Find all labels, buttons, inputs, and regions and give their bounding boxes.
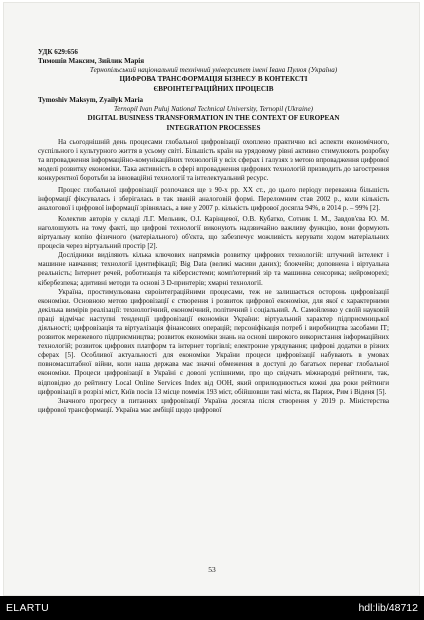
authors-ua: Тимошів Максим, Зийлик Марія bbox=[38, 57, 145, 66]
title-ua-line-2: ЄВРОІНТЕГРАЦІЙНИХ ПРОЦЕСІВ bbox=[153, 84, 274, 93]
footer-handle-link[interactable]: hdl:lib/48712 bbox=[358, 602, 418, 614]
title-en-line-1: DIGITAL BUSINESS TRANSFORMATION IN THE CONTEXT OF EUROPEAN bbox=[87, 114, 340, 123]
repository-footer-bar bbox=[0, 596, 424, 620]
affiliation-en: Ternopil Ivan Puluj National Technical University, Ternopil (Ukraine) bbox=[113, 105, 313, 114]
udc-code: УДК 629:656 bbox=[38, 48, 78, 56]
paragraph-1: На сьогоднішній день процесами глобальної цифровізації охоплено практично всі аспекти економічного, суспільного і культурного життя в усьому світі. Більшість країн на урядовому рівні активно стимулюють розробку та впровадження інформаційно-комунікаційних технологій у всіх сферах і галузях з метою впровадження цифрової моделі розвитку економіки. Така активність в сфері впровадження цифрових технологій призводить до загострення конкурентної боротьби за інноваційні технології та інтелектуальний ресурс. bbox=[38, 138, 389, 183]
paragraph-6: Значного прогресу в питаннях цифровізації Україна досягла після створення у 2019 р. Міністерства цифрової трансформації. Україна має амбіції щодо цифрової bbox=[38, 396, 389, 414]
affiliation-ua: Тернопільський національний технічний університет імені Івана Пулюя (Україна) bbox=[89, 66, 338, 75]
authors-en: Tymoshiv Maksym, Zyailyk Maria bbox=[38, 96, 144, 105]
paragraph-2: Процес глобальної цифровізації розпочався ще з 90-х рр. ХХ ст., до цього періоду переважна більшість інформації фіксувалась і зберігалась в так званій аналоговій формі. Переломним став 2002 р., коли кількість аналогової і цифрової інформації зрівнялась, а вже у 2007 р. кількість цифрової досягла 94%, в 2014 р. – 99% [2]. bbox=[38, 185, 389, 212]
paragraph-3: Колектив авторів у складі Л.Г. Мельник, О.І. Карінцевої, О.В. Кубатко, Сотник І. М., Завдов'єва Ю. М. наголошують на тому факті, що цифрові технології виконують надзвичайно важливу функцію, вони формують віртуальну копію фізичного (матеріального) об'єкта, що забезпечує можливість керувати ходом матеріальних процесів через віртуальний простір [2]. bbox=[38, 214, 389, 251]
page-number: 53 bbox=[208, 565, 216, 574]
page-content bbox=[38, 48, 389, 415]
paragraph-4: Дослідники виділяють кілька ключових напрямків розвитку цифрових технологій: штучний інтелект і машинне навчання; технології ідентифікації; Big Data (великі масиви даних); блокчейн; доповнена і віртуальна реальність; Інтернет речей, роботизація та кіберсистеми; комп'ютерний зір та машинна сенсорика; нейроморехі; кібербезпека; адитивні методи та основі 3 D-принтерів; хмарні технології. bbox=[38, 251, 389, 287]
footer-repository-name: ELARTU bbox=[6, 602, 50, 614]
title-ua-line-1: ЦИФРОВА ТРАНСФОРМАЦІЯ БІЗНЕСУ В КОНТЕКСТІ bbox=[119, 75, 308, 84]
title-en-line-2: INTEGRATION PROCESSES bbox=[166, 123, 261, 132]
paragraph-5: Україна, простимульована євроінтеграційними процесами, теж не залишається осторонь цифровізації економіки. Основною метою цифровізації є створення і розвиток цифрової економіки, для якої є характерними декілька вимірів реалізації: технологічний, економічний, політичний і соціальний. А. Самойленко у своїй науковій праці відмічає наступні тенденції цифровізації економіки України: віртуальний характер підприємницької діяльності; цифровізація та віртуалізація фінансових операцій; персоніфікація потреб і виробництва засобами ІТ; розвиток мережевого підприємництва; розвиток економіки знань на основі широкого використання інформаційних технологій; розвиток цифрових платформ та інтернет торгівлі; електронне урядування; цифрові додатки в різних сферах [5]. Особливої актуальності для економіки України процеси цифровізації набувають в умовах повномасштабної війни, коли наша держава має значні обмеження в доступі до багатьох переваг глобальної економіки. Процеси цифровізації в Україні є доволі успішними, про що свідчать міжнародні рейтинги, так, відповідно до рейтингу Local Online Services Index від ООН, який оприлюднюється кожні два роки рейтинги цифровізації в розрізі міст, Київ посів 13 місце помміж 193 міст, обійшовши такі міста, як Париж, Рим і Віденя [5]. bbox=[38, 287, 389, 396]
